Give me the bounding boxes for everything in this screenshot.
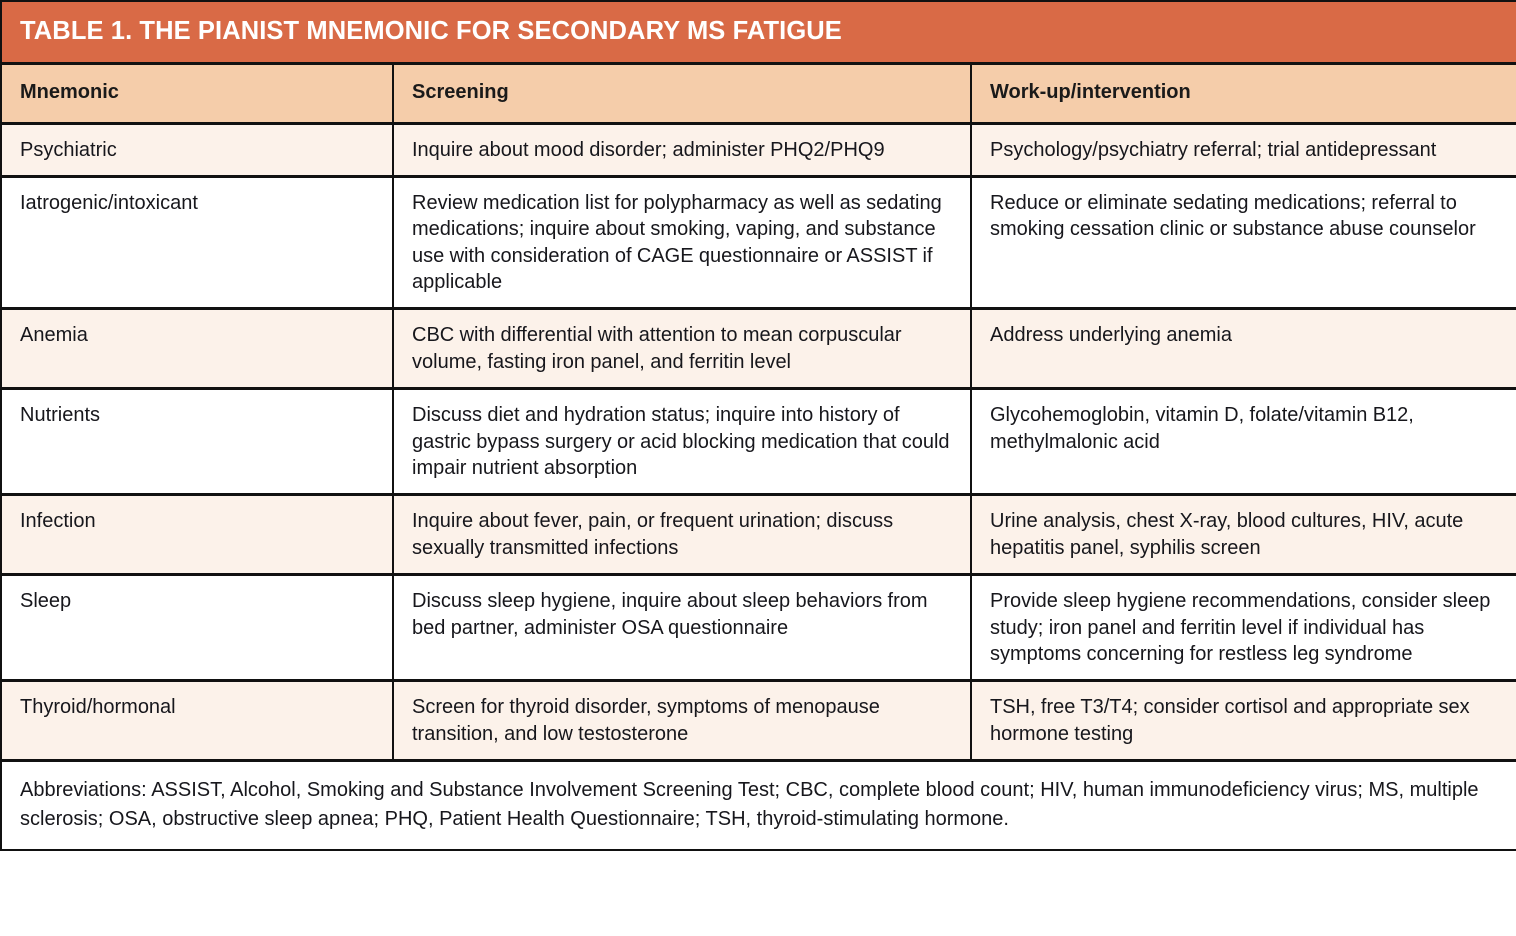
table-body (1, 123, 1516, 850)
cell-workup: Urine analysis, chest X-ray, blood cultures, HIV, acute hepatitis panel, syphilis screen (971, 495, 1516, 575)
cell-screening: Inquire about mood disorder; administer PHQ2/PHQ9 (393, 123, 971, 176)
cell-mnemonic: Psychiatric (1, 123, 393, 176)
cell-screening: Discuss sleep hygiene, inquire about sleep behaviors from bed partner, administer OSA questionnaire (393, 575, 971, 681)
cell-workup: TSH, free T3/T4; consider cortisol and appropriate sex hormone testing (971, 681, 1516, 761)
table-title: TABLE 1. THE PIANIST MNEMONIC FOR SECONDARY MS FATIGUE (1, 1, 1516, 63)
table-row (1, 309, 1516, 389)
table-title-row (1, 1, 1516, 63)
column-header-workup: Work-up/intervention (971, 63, 1516, 123)
column-header-mnemonic: Mnemonic (1, 63, 393, 123)
cell-screening: Screen for thyroid disorder, symptoms of menopause transition, and low testosterone (393, 681, 971, 761)
table-row (1, 495, 1516, 575)
cell-mnemonic: Anemia (1, 309, 393, 389)
table-row (1, 123, 1516, 176)
table-row (1, 176, 1516, 309)
cell-mnemonic: Infection (1, 495, 393, 575)
cell-workup: Psychology/psychiatry referral; trial antidepressant (971, 123, 1516, 176)
table-row (1, 389, 1516, 495)
cell-screening: Discuss diet and hydration status; inquire into history of gastric bypass surgery or acid blocking medication that could impair nutrient absorption (393, 389, 971, 495)
cell-workup: Address underlying anemia (971, 309, 1516, 389)
cell-screening: CBC with differential with attention to mean corpuscular volume, fasting iron panel, and ferritin level (393, 309, 971, 389)
table-row (1, 681, 1516, 761)
table-header-row (1, 63, 1516, 123)
cell-mnemonic: Thyroid/hormonal (1, 681, 393, 761)
table-head (1, 1, 1516, 123)
table-row (1, 575, 1516, 681)
cell-mnemonic: Nutrients (1, 389, 393, 495)
table-footnote-row (1, 761, 1516, 850)
cell-workup: Glycohemoglobin, vitamin D, folate/vitamin B12, methylmalonic acid (971, 389, 1516, 495)
cell-mnemonic: Iatrogenic/intoxicant (1, 176, 393, 309)
column-header-screening: Screening (393, 63, 971, 123)
cell-workup: Reduce or eliminate sedating medications; referral to smoking cessation clinic or substance abuse counselor (971, 176, 1516, 309)
cell-screening: Inquire about fever, pain, or frequent urination; discuss sexually transmitted infections (393, 495, 971, 575)
cell-workup: Provide sleep hygiene recommendations, consider sleep study; iron panel and ferritin level if individual has symptoms concerning for restless leg syndrome (971, 575, 1516, 681)
cell-screening: Review medication list for polypharmacy as well as sedating medications; inquire about smoking, vaping, and substance use with consideration of CAGE questionnaire or ASSIST if applicable (393, 176, 971, 309)
cell-mnemonic: Sleep (1, 575, 393, 681)
abbreviations-footnote: Abbreviations: ASSIST, Alcohol, Smoking and Substance Involvement Screening Test; CBC, complete blood count; HIV, human immunodeficiency virus; MS, multiple sclerosis; OSA, obstructive sleep apnea; PHQ, Patient Health Questionnaire; TSH, thyroid-stimulating hormone. (1, 761, 1516, 850)
